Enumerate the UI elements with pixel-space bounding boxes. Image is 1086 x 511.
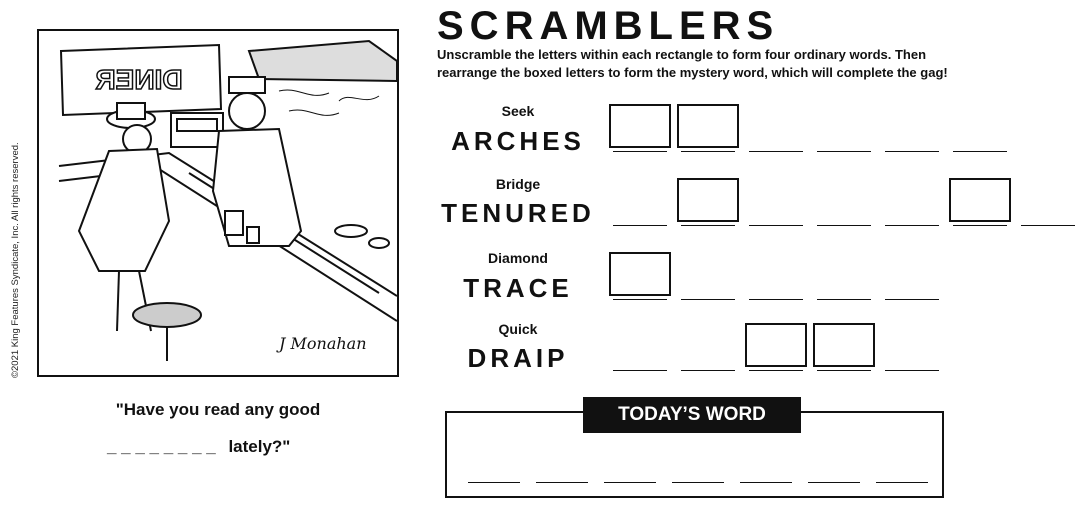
letter-slot[interactable] [745, 323, 807, 371]
letter-slot[interactable] [609, 323, 671, 371]
letter-slot[interactable] [813, 252, 875, 300]
letter-underline [613, 370, 667, 371]
letter-slot[interactable] [677, 252, 739, 300]
letter-underline [681, 151, 735, 152]
letter-slot[interactable] [745, 104, 807, 152]
copyright-notice: ©2021 King Features Syndicate, Inc. All rights reserved. [10, 142, 21, 378]
boxed-letter-slot[interactable] [745, 323, 807, 367]
letter-underline [749, 370, 803, 371]
instructions [437, 46, 1037, 82]
clue-word: Seek [501, 103, 535, 119]
scrambled-word: TRACE [463, 273, 573, 303]
letter-slot[interactable] [677, 178, 739, 226]
instructions-line1: Unscramble the letters within each rectangle to form four ordinary words. Then [437, 47, 927, 62]
letter-slot[interactable] [745, 178, 807, 226]
letter-slot[interactable] [745, 252, 807, 300]
page-title: SCRAMBLERS [437, 4, 780, 48]
letter-underline [817, 370, 871, 371]
letter-underline [749, 299, 803, 300]
letter-slot[interactable] [813, 323, 875, 371]
scrambled-word: ARCHES [451, 126, 585, 156]
letter-slot[interactable] [609, 104, 671, 152]
clue-word: Diamond [488, 250, 548, 266]
boxed-letter-slot[interactable] [677, 178, 739, 222]
kitchen-hood [249, 41, 397, 81]
customer-figure [79, 103, 169, 331]
letter-underline [613, 299, 667, 300]
letter-underline [1021, 225, 1075, 226]
boxed-letter-slot[interactable] [949, 178, 1011, 222]
letter-underline [681, 225, 735, 226]
clue-word: Quick [498, 321, 538, 337]
boxed-letter-slot[interactable] [609, 252, 671, 296]
letter-underline [885, 151, 939, 152]
letter-underline [953, 225, 1007, 226]
letter-underline [817, 299, 871, 300]
letter-underline [885, 299, 939, 300]
letter-underline [749, 151, 803, 152]
caption-answer-blanks: _ _ _ _ _ _ _ _ [107, 437, 216, 456]
cartoon-caption-line1: "Have you read any good [115, 400, 321, 419]
letter-slot[interactable] [881, 323, 943, 371]
letter-underline [817, 225, 871, 226]
letter-slot[interactable] [677, 104, 739, 152]
todays-word-letter-blank[interactable] [808, 482, 860, 483]
boxed-letter-slot[interactable] [677, 104, 739, 148]
diner-stool [133, 303, 201, 361]
letter-underline [681, 370, 735, 371]
scrambled-word: DRAIP [467, 343, 569, 373]
letter-slot[interactable] [813, 178, 875, 226]
letter-underline [613, 225, 667, 226]
todays-word-letter-blank[interactable] [876, 482, 928, 483]
artist-signature: J Monahan [279, 334, 367, 353]
letter-slot[interactable] [881, 104, 943, 152]
clue-word: Bridge [495, 176, 541, 192]
cash-register [171, 113, 223, 147]
todays-word-letter-blank[interactable] [536, 482, 588, 483]
letter-slot[interactable] [813, 104, 875, 152]
cartoon-panel [37, 29, 399, 377]
todays-word-letter-blank[interactable] [468, 482, 520, 483]
cartoon-illustration [39, 31, 397, 375]
letter-slot[interactable] [949, 104, 1011, 152]
todays-word-label: TODAY’S WORD [583, 397, 801, 433]
letter-underline [885, 225, 939, 226]
letter-underline [681, 299, 735, 300]
scrambled-word: TENURED [441, 198, 595, 228]
todays-word-letter-blank[interactable] [740, 482, 792, 483]
letter-underline [817, 151, 871, 152]
caption-line2-end: lately?" [228, 437, 291, 456]
letter-underline [953, 151, 1007, 152]
boxed-letter-slot[interactable] [813, 323, 875, 367]
todays-word-letter-blank[interactable] [604, 482, 656, 483]
cartoon-caption-line2 [107, 437, 290, 457]
letter-underline [749, 225, 803, 226]
boxed-letter-slot[interactable] [609, 104, 671, 148]
instructions-line2: rearrange the boxed letters to form the mystery word, which will complete the gag! [437, 65, 948, 80]
letter-slot[interactable] [949, 178, 1011, 226]
diner-sign-text: DINER [95, 64, 183, 95]
letter-slot[interactable] [677, 323, 739, 371]
letter-slot[interactable] [609, 252, 671, 300]
letter-underline [885, 370, 939, 371]
letter-slot[interactable] [1017, 178, 1079, 226]
letter-underline [613, 151, 667, 152]
letter-slot[interactable] [881, 178, 943, 226]
letter-slot[interactable] [881, 252, 943, 300]
todays-word-letter-blank[interactable] [672, 482, 724, 483]
letter-slot[interactable] [609, 178, 671, 226]
